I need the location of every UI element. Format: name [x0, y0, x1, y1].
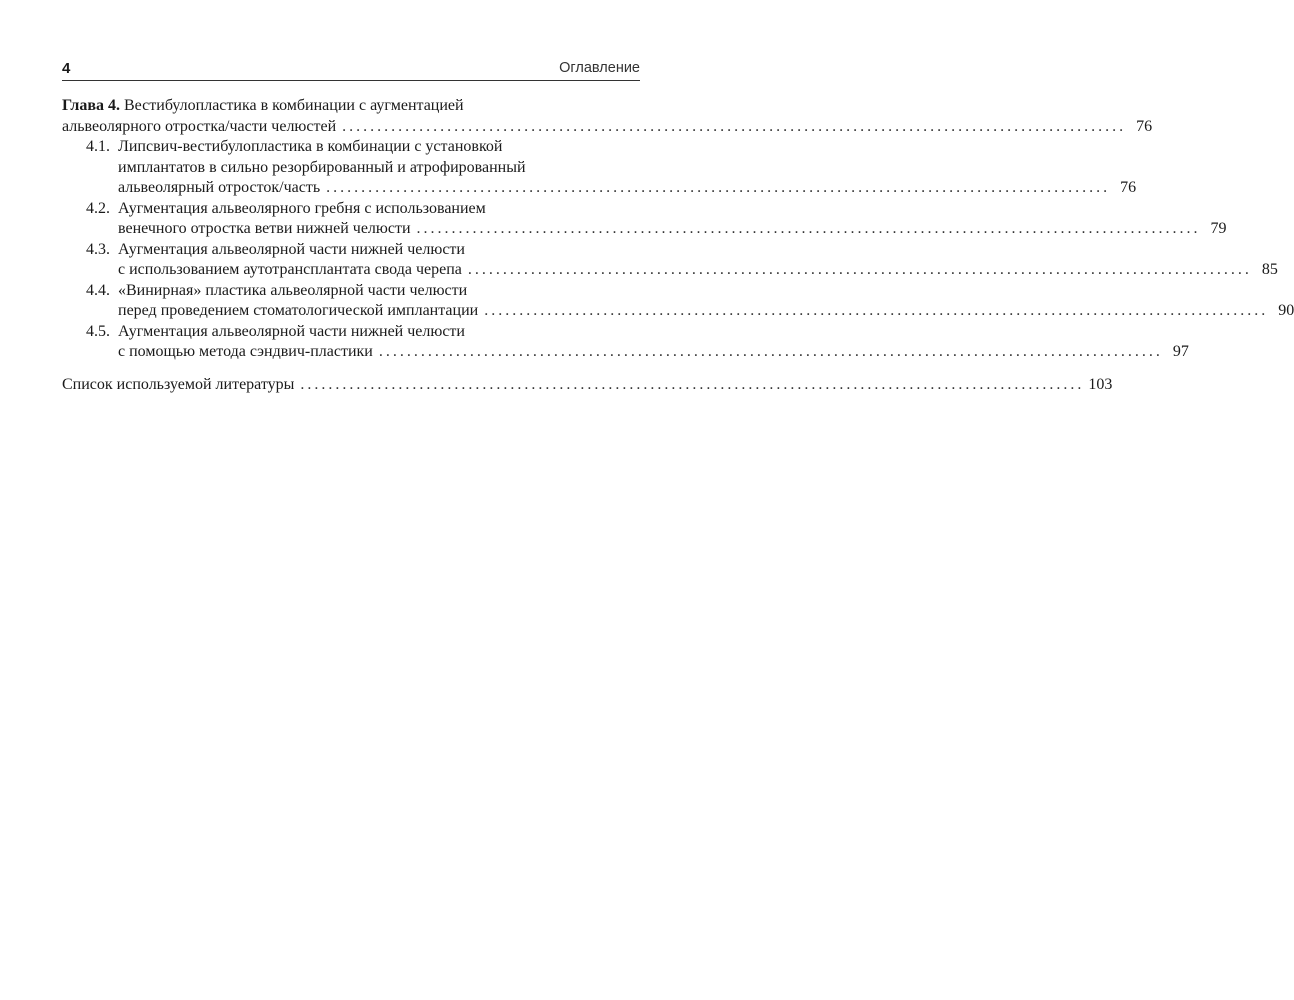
section-title-line: Аугментация альвеолярной части нижней челюсти: [118, 240, 465, 258]
section-title-last: перед проведением стоматологической имплантации: [118, 302, 479, 319]
toc-section-4-1[interactable]: [86, 137, 1137, 199]
chapter-heading-line: [62, 96, 640, 117]
dot-leader: ................................................................................................................: [326, 179, 1111, 196]
references-title: Список используемой литературы: [62, 375, 295, 393]
toc-references[interactable]: [62, 375, 1113, 396]
chapter-title-line1: Вестибулопластика в комбинации с аугментацией: [124, 97, 464, 114]
section-number: 4.1.: [86, 138, 110, 155]
section-number: 4.4.: [86, 281, 110, 299]
section-last-line: [118, 178, 1137, 199]
chapter-label: Глава 4.: [62, 97, 120, 114]
running-title: Оглавление: [559, 60, 640, 76]
dot-leader: ................................................................................................................: [467, 261, 1252, 278]
running-header: [62, 58, 640, 81]
toc-section-4-2[interactable]: [86, 199, 1227, 240]
section-page-number: 97: [1172, 343, 1189, 360]
section-page-number: 76: [1120, 179, 1137, 196]
section-last-line: [118, 219, 1227, 240]
dot-leader: ................................................................................................................: [378, 343, 1163, 360]
section-number: 4.5.: [86, 322, 110, 340]
chapter-title-line2: альвеолярного отростка/части челюстей: [62, 117, 337, 135]
section-number: 4.2.: [86, 199, 110, 217]
section-title-line: Липсвич-вестибулопластика в комбинации с установкой: [118, 138, 503, 155]
section-title-line: Аугментация альвеолярной части нижней челюсти: [118, 322, 465, 340]
dot-leader: ................................................................................................................: [416, 220, 1201, 237]
section-last-line: [118, 260, 1278, 281]
chapter-last-line: [62, 117, 1153, 138]
references-page-number: 103: [1088, 375, 1113, 393]
dot-leader: ................................................................................................................: [300, 375, 1085, 393]
section-last-line: [118, 301, 1294, 322]
section-title-last: венечного отростка ветви нижней челюсти: [118, 220, 411, 237]
section-title-line: Аугментация альвеолярного гребня с использованием: [118, 199, 486, 217]
references-line: [62, 375, 1113, 396]
dot-leader: ................................................................................................................: [484, 302, 1269, 319]
toc-section-4-3[interactable]: [86, 240, 1278, 281]
spacer: [62, 363, 640, 375]
section-title-last: с помощью метода сэндвич-пластики: [118, 343, 373, 360]
section-title-last: альвеолярный отросток/часть: [118, 179, 321, 196]
section-page-number: 79: [1210, 220, 1227, 237]
toc-section-4-5[interactable]: [86, 322, 1189, 363]
section-last-line: [118, 342, 1189, 363]
section-page-number: 85: [1261, 261, 1278, 278]
dot-leader: ................................................................................................................: [342, 117, 1127, 135]
section-title-last: с использованием аутотрансплантата свода черепа: [118, 261, 462, 278]
toc-section-4-4[interactable]: [86, 281, 1294, 322]
table-of-contents: [62, 96, 1294, 395]
toc-chapter-4[interactable]: [62, 96, 1153, 137]
page-number: 4: [62, 60, 71, 77]
chapter-page-number: 76: [1136, 117, 1153, 135]
section-number: 4.3.: [86, 240, 110, 258]
section-title-line: «Винирная» пластика альвеолярной части челюсти: [118, 281, 468, 299]
section-page-number: 90: [1278, 302, 1294, 319]
section-title-line: имплантатов в сильно резорбированный и атрофированный: [118, 158, 526, 176]
